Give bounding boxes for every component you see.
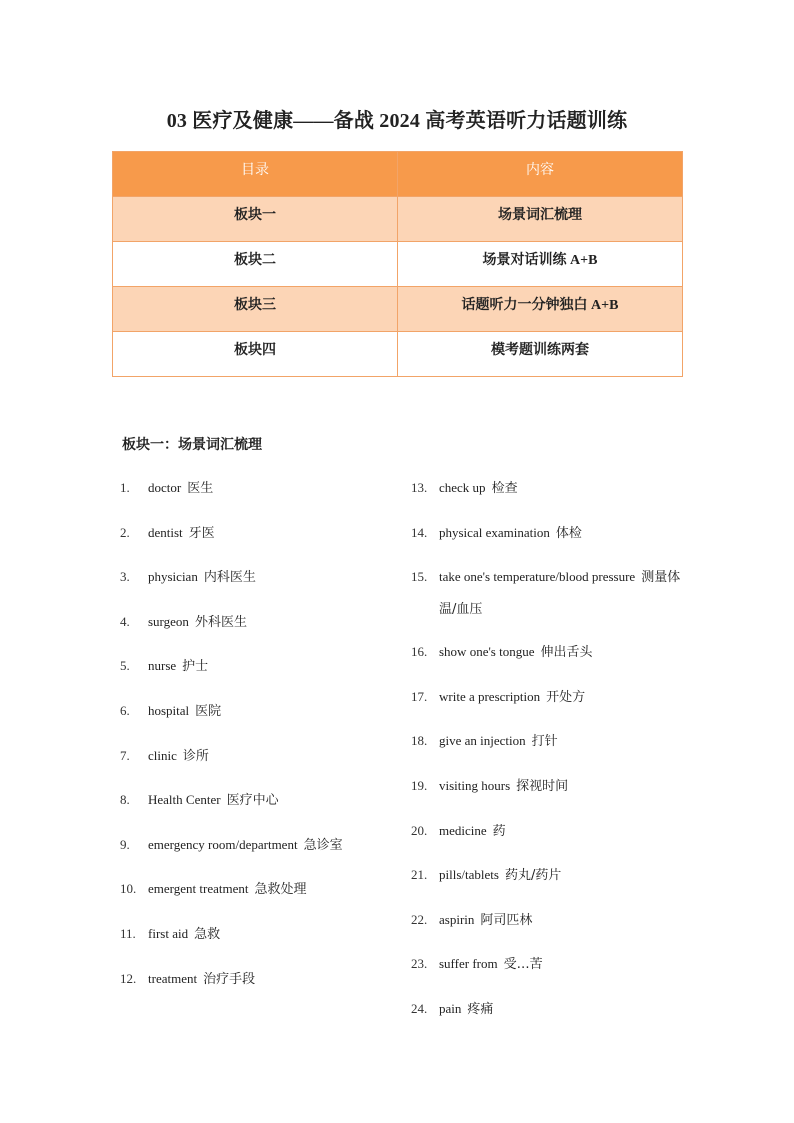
english-term: surgeon bbox=[148, 613, 189, 629]
toc-section: 板块四 bbox=[113, 332, 398, 377]
vocab-list-left bbox=[120, 478, 380, 1013]
item-number: 6. bbox=[120, 702, 130, 718]
english-term: suffer from bbox=[439, 956, 498, 972]
item-number: 10. bbox=[120, 881, 137, 897]
item-number: 13. bbox=[411, 480, 428, 495]
english-term: Health Center bbox=[148, 792, 221, 808]
english-term: dentist bbox=[148, 524, 183, 540]
chinese-term: 药丸/药片 bbox=[504, 868, 562, 884]
english-term: give an injection bbox=[439, 733, 526, 749]
english-term: emergency room/department bbox=[148, 836, 298, 852]
item-number: 5. bbox=[120, 658, 130, 674]
item-number: 20. bbox=[411, 822, 428, 838]
list-item bbox=[120, 969, 380, 1014]
toc-section: 板块一 bbox=[113, 197, 398, 242]
toc-header-content: 内容 bbox=[398, 152, 683, 197]
chinese-term: 护士 bbox=[182, 659, 209, 675]
table-of-contents bbox=[112, 151, 683, 377]
chinese-term: 诊所 bbox=[182, 748, 209, 764]
toc-section: 板块三 bbox=[113, 287, 398, 332]
chinese-term: 阿司匹林 bbox=[480, 912, 533, 928]
english-term: pain bbox=[439, 1000, 462, 1016]
english-term: show one's tongue bbox=[439, 644, 535, 660]
english-term: doctor bbox=[148, 480, 182, 495]
chinese-term: 伸出舌头 bbox=[540, 645, 593, 661]
item-number: 3. bbox=[120, 569, 130, 585]
item-number: 16. bbox=[411, 644, 428, 660]
english-term: nurse bbox=[148, 658, 177, 674]
item-number: 17. bbox=[411, 688, 428, 704]
item-number: 1. bbox=[120, 480, 130, 495]
english-term: write a prescription bbox=[439, 688, 541, 704]
chinese-term: 内科医生 bbox=[203, 570, 256, 586]
chinese-term: 医院 bbox=[195, 703, 222, 719]
chinese-term: 探视时间 bbox=[516, 778, 569, 794]
english-term: hospital bbox=[148, 702, 190, 718]
toc-content: 场景对话训练 A+B bbox=[398, 242, 683, 287]
item-number: 7. bbox=[120, 747, 130, 763]
english-term: aspirin bbox=[439, 911, 475, 927]
chinese-term: 治疗手段 bbox=[203, 971, 256, 987]
english-term: emergent treatment bbox=[148, 881, 249, 897]
item-number: 21. bbox=[411, 867, 428, 883]
table-row bbox=[113, 242, 683, 287]
chinese-term: 急救 bbox=[194, 926, 221, 942]
chinese-term: 医生 bbox=[187, 481, 214, 496]
section-heading: 板块一：场景词汇梳理 bbox=[122, 438, 262, 453]
chinese-term: 开处方 bbox=[546, 689, 586, 705]
chinese-term: 打针 bbox=[531, 734, 558, 750]
toc-header-row bbox=[113, 152, 683, 197]
item-number: 11. bbox=[120, 925, 136, 941]
english-term: physician bbox=[148, 569, 198, 585]
item-number: 12. bbox=[120, 970, 137, 986]
vocab-list-right bbox=[411, 478, 691, 1044]
chinese-term: 检查 bbox=[491, 481, 518, 496]
table-row bbox=[113, 287, 683, 332]
chinese-term: 牙医 bbox=[188, 525, 215, 541]
item-number: 24. bbox=[411, 1000, 428, 1016]
item-number: 2. bbox=[120, 524, 130, 540]
toc-header-section: 目录 bbox=[113, 152, 398, 197]
item-number: 14. bbox=[411, 524, 428, 540]
chinese-term: 医疗中心 bbox=[226, 793, 279, 809]
item-number: 4. bbox=[120, 613, 130, 629]
english-term: pills/tablets bbox=[439, 867, 499, 883]
item-number: 8. bbox=[120, 792, 130, 808]
item-number: 23. bbox=[411, 956, 428, 972]
chinese-term: 外科医生 bbox=[194, 614, 247, 630]
list-item bbox=[411, 567, 691, 642]
chinese-term: 急救处理 bbox=[254, 882, 307, 898]
english-term: physical examination bbox=[439, 524, 550, 540]
english-term: medicine bbox=[439, 822, 487, 838]
english-term: check up bbox=[439, 480, 486, 495]
page-title: 03 医疗及健康——备战 2024 高考英语听力话题训练 bbox=[166, 110, 628, 132]
chinese-term: 体检 bbox=[555, 525, 582, 541]
english-term: clinic bbox=[148, 747, 177, 763]
item-number: 9. bbox=[120, 836, 130, 852]
chinese-term: 急诊室 bbox=[303, 837, 343, 853]
chinese-term: 药 bbox=[492, 823, 506, 839]
list-item bbox=[411, 999, 691, 1044]
toc-content: 话题听力一分钟独白 A+B bbox=[398, 287, 683, 332]
table-row bbox=[113, 332, 683, 377]
item-number: 19. bbox=[411, 777, 428, 793]
item-number: 15. bbox=[411, 569, 428, 585]
english-term: visiting hours bbox=[439, 777, 511, 793]
english-term: take one's temperature/blood pressure bbox=[439, 569, 636, 585]
item-number: 18. bbox=[411, 733, 428, 749]
table-row bbox=[113, 197, 683, 242]
english-term: first aid bbox=[148, 925, 189, 941]
chinese-term: 疼痛 bbox=[467, 1001, 494, 1017]
item-number: 22. bbox=[411, 911, 428, 927]
toc-content: 场景词汇梳理 bbox=[398, 197, 683, 242]
toc-content: 模考题训练两套 bbox=[398, 332, 683, 377]
chinese-term: 测量体温/血压 bbox=[439, 570, 681, 618]
chinese-term: 受…苦 bbox=[503, 957, 543, 973]
english-term: treatment bbox=[148, 970, 198, 986]
toc-section: 板块二 bbox=[113, 242, 398, 287]
